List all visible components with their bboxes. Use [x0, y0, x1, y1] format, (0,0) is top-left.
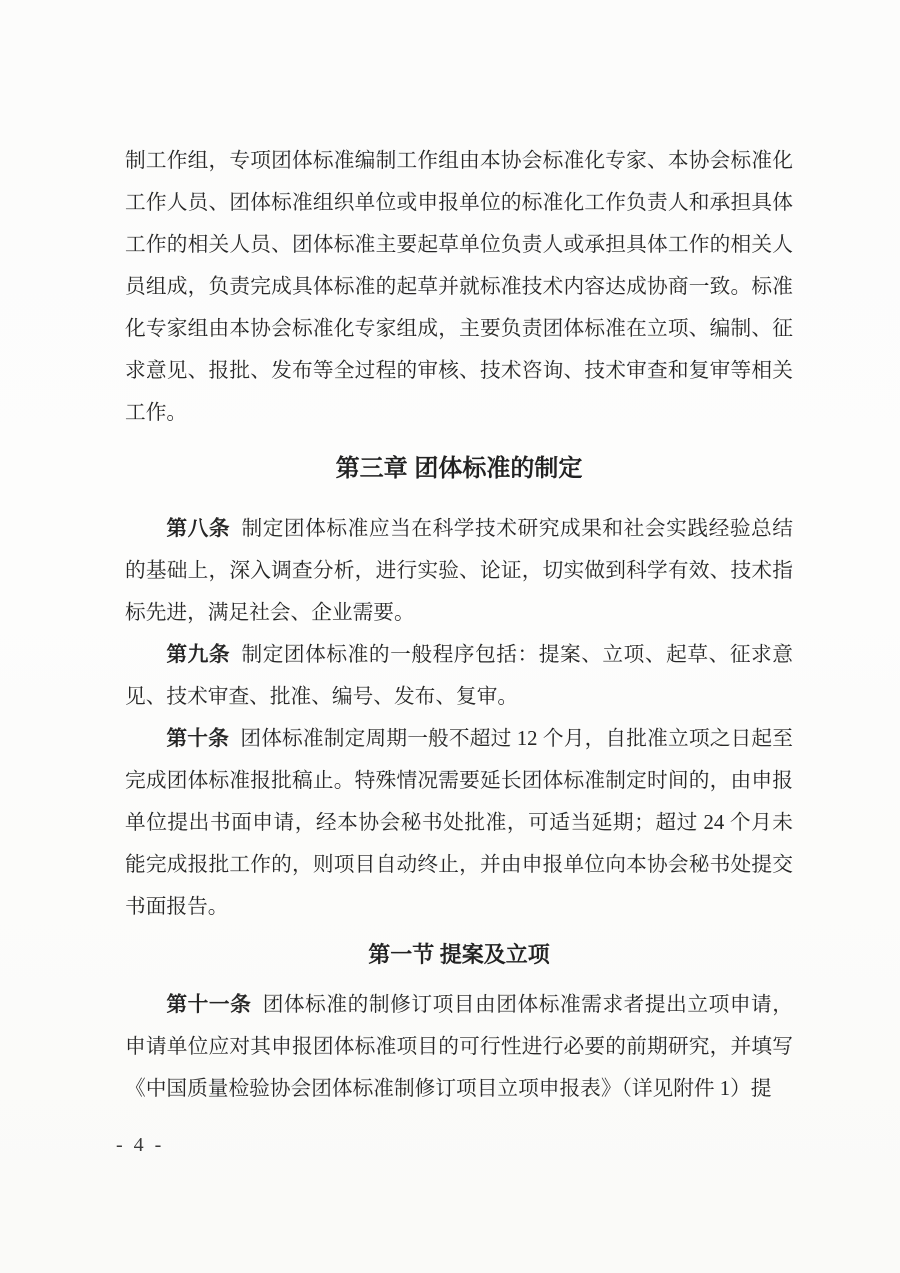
article-11-label: 第十一条 [166, 994, 252, 1016]
article-paragraph-11 [125, 984, 793, 1110]
article-11-text: 团体标准的制修订项目由团体标准需求者提出立项申请，申请单位应对其申报团体标准项目的可行性进行必要的前期研究，并填写《中国质量检验协会团体标准制修订项目立项申报表》（详见附件 1）提 [125, 994, 793, 1100]
article-paragraph-10 [125, 718, 793, 928]
article-paragraph-8 [125, 508, 793, 634]
article-9-label: 第九条 [166, 644, 231, 666]
article-10-label: 第十条 [166, 728, 229, 750]
article-9-text: 制定团体标准的一般程序包括：提案、立项、起草、征求意见、技术审查、批准、编号、发布、复审。 [125, 644, 793, 708]
page-number: - 4 - [116, 1134, 165, 1156]
article-10-text: 团体标准制定周期一般不超过 12 个月，自批准立项之日起至完成团体标准报批稿止。特殊情况需要延长团体标准制定时间的，由申报单位提出书面申请，经本协会秘书处批准，可适当延期；超过 24 个月未能完成报批工作的，则项目自动终止，并由申报单位向本协会秘书处提交书面报告。 [125, 728, 793, 918]
continuation-paragraph: 制工作组，专项团体标准编制工作组由本协会标准化专家、本协会标准化工作人员、团体标准组织单位或申报单位的标准化工作负责人和承担具体工作的相关人员、团体标准主要起草单位负责人或承担具体工作的相关人员组成，负责完成具体标准的起草并就标准技术内容达成协商一致。标准化专家组由本协会标准化专家组成，主要负责团体标准在立项、编制、征求意见、报批、发布等全过程的审核、技术咨询、技术审查和复审等相关工作。 [125, 150, 793, 424]
chapter-heading: 第三章 团体标准的制定 [335, 455, 583, 482]
article-8-text: 制定团体标准应当在科学技术研究成果和社会实践经验总结的基础上，深入调查分析，进行实验、论证，切实做到科学有效、技术指标先进，满足社会、企业需要。 [125, 518, 793, 624]
document-body [125, 140, 793, 1110]
section-heading: 第一节 提案及立项 [368, 942, 550, 967]
article-8-label: 第八条 [166, 518, 231, 540]
article-paragraph-9 [125, 634, 793, 718]
